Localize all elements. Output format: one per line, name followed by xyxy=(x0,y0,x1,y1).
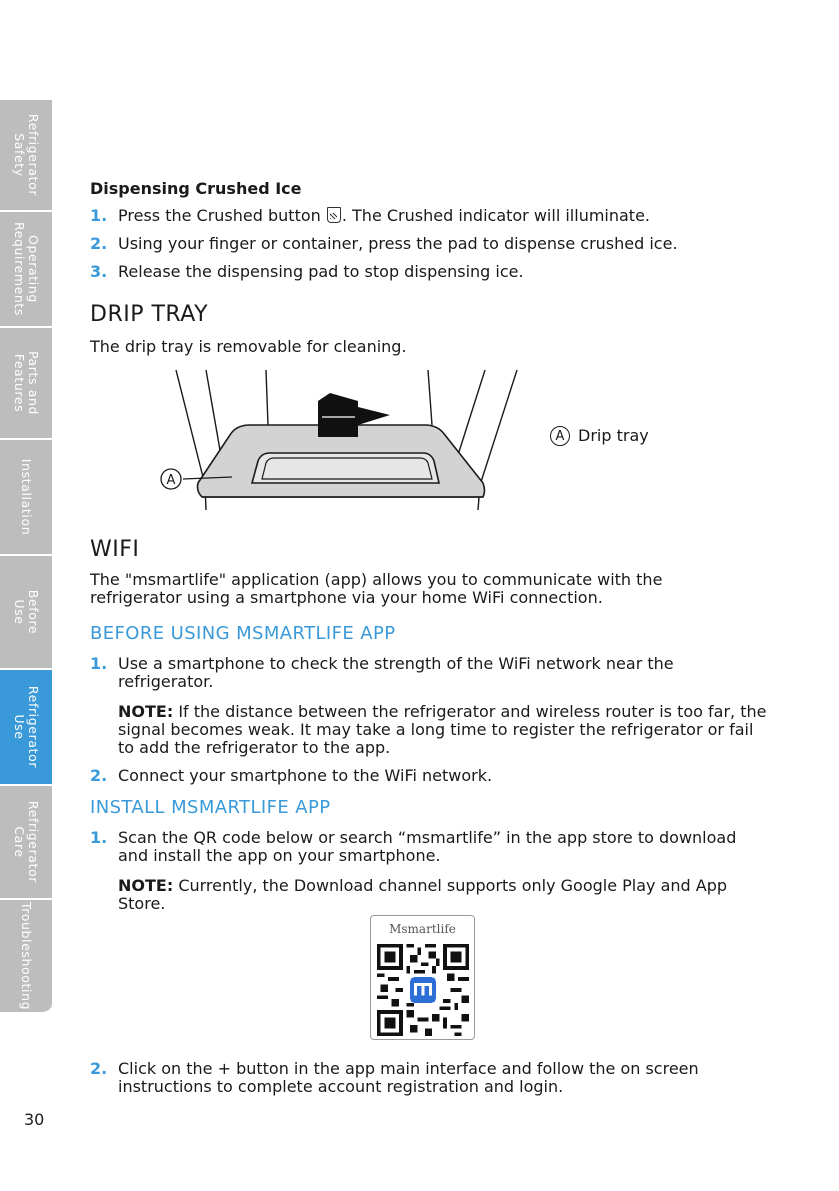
callout-a-letter: A xyxy=(166,473,176,488)
tab-label: Installation xyxy=(19,458,34,536)
step-number: 2. xyxy=(90,234,108,253)
wifi-heading: WIFI xyxy=(90,537,140,562)
legend-letter: A xyxy=(550,426,570,446)
note-label: NOTE: xyxy=(118,702,174,721)
tab-parts-and-features[interactable] xyxy=(0,328,52,440)
tab-label: Features xyxy=(12,353,27,413)
qr-code-image xyxy=(377,944,469,1036)
note-label: NOTE: xyxy=(118,876,174,895)
tab-label: Parts and xyxy=(26,350,41,416)
step-number: 1. xyxy=(90,654,108,673)
tab-label: Requirements xyxy=(12,221,27,317)
drip-tray-legend xyxy=(550,426,649,446)
tab-troubleshooting[interactable] xyxy=(0,900,52,1014)
step-text: Connect your smartphone to the WiFi network. xyxy=(118,766,493,785)
tab-label: Before xyxy=(26,589,41,635)
install-heading: INSTALL MSMARTLIFE APP xyxy=(90,797,331,818)
tab-label: Troubleshooting xyxy=(19,901,34,1011)
tab-installation[interactable] xyxy=(0,440,52,556)
tab-label: Refrigerator xyxy=(26,800,41,884)
step-text: Using your finger or container, press the pad to dispense crushed ice. xyxy=(118,234,678,253)
step-text: . The Crushed indicator will illuminate. xyxy=(341,206,651,225)
before-note xyxy=(118,703,768,757)
note-text: If the distance between the refrigerator and wireless router is too far, the signal becomes weak. It may take a long time to register the refrigerator or fail to add the refrigerator to the app. xyxy=(118,702,767,757)
tab-refrigerator-safety[interactable] xyxy=(0,100,52,212)
tab-label: Safety xyxy=(12,133,27,177)
tab-before-use[interactable] xyxy=(0,556,52,670)
step-text: Release the dispensing pad to stop dispensing ice. xyxy=(118,262,524,281)
drip-tray-illustration xyxy=(140,365,540,515)
crushed-ice-heading: Dispensing Crushed Ice xyxy=(90,179,302,198)
step-number: 1. xyxy=(90,828,108,847)
step-text: Click on the + button in the app main interface and follow the on screen instructions to complete account registration and login. xyxy=(118,1059,699,1096)
tab-label: Use xyxy=(12,599,27,625)
drip-tray-intro: The drip tray is removable for cleaning. xyxy=(90,337,407,356)
tab-operating-requirements[interactable] xyxy=(0,212,52,328)
page-number: 30 xyxy=(24,1110,45,1129)
step-number: 2. xyxy=(90,766,108,785)
step-number: 1. xyxy=(90,206,108,225)
tab-label: Use xyxy=(12,714,27,740)
step-text: Use a smartphone to check the strength of the WiFi network near the refrigerator. xyxy=(118,654,674,691)
legend-text: Drip tray xyxy=(578,426,649,445)
qr-title: Msmartlife xyxy=(389,922,456,936)
tab-label: Refrigerator xyxy=(26,685,41,769)
tab-refrigerator-use[interactable] xyxy=(0,670,52,786)
qr-code-card xyxy=(370,915,475,1040)
tab-label: Refrigerator xyxy=(26,113,41,197)
before-using-heading: BEFORE USING MSMARTLIFE APP xyxy=(90,623,396,644)
step-text: Scan the QR code below or search “msmartlife” in the app store to download and install the app on your smartphone. xyxy=(118,828,737,865)
tab-refrigerator-care[interactable] xyxy=(0,786,52,900)
step-number: 3. xyxy=(90,262,108,281)
install-note xyxy=(118,877,768,913)
step-text: Press the Crushed button xyxy=(118,206,326,225)
drip-tray-heading: DRIP TRAY xyxy=(90,302,209,327)
step-number: 2. xyxy=(90,1059,108,1078)
note-text: Currently, the Download channel supports only Google Play and App Store. xyxy=(118,876,728,913)
wifi-intro: The "msmartlife" application (app) allows you to communicate with the refrigerator using a smartphone via your home WiFi connection. xyxy=(90,570,663,607)
tab-label: Operating xyxy=(26,235,41,303)
crushed-ice-icon xyxy=(327,207,341,223)
tab-label: Care xyxy=(12,826,27,858)
